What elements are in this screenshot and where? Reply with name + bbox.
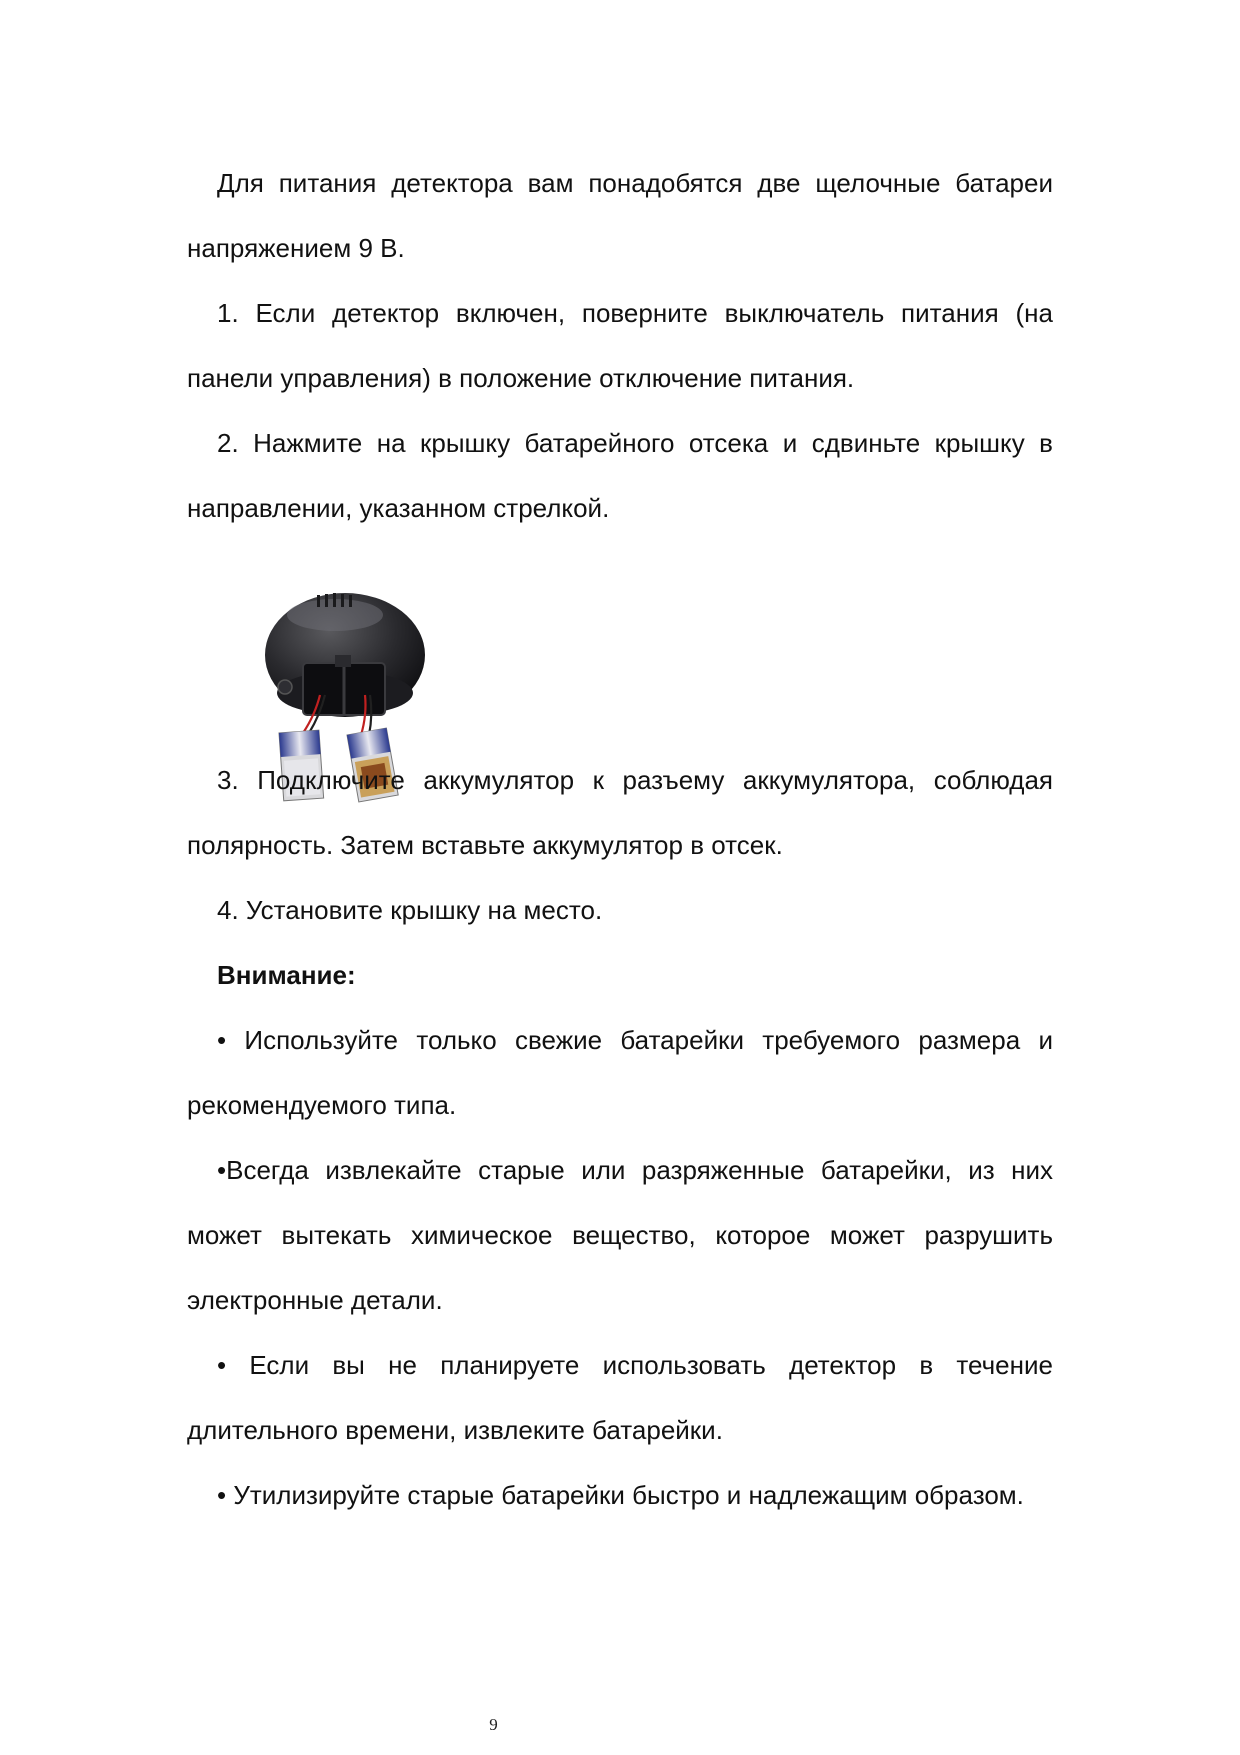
bullet-fresh-batteries: • Используйте только свежие батарейки требуемого размера и рекомендуемого типа. <box>187 1025 1053 1120</box>
bullet-remove-old-batteries: •Всегда извлекайте старые или разряженные батарейки, из них может вытекать химическое вещество, которое может разрушить электронные детали. <box>187 1155 1053 1315</box>
paragraph-step-1: 1. Если детектор включен, поверните выключатель питания (на панели управления) в положение отключение питания. <box>187 298 1053 393</box>
paragraph-step-3: 3. Подключите аккумулятор к разъему аккумулятора, соблюдая полярность. Затем вставьте аккумулятор в отсек. <box>187 765 1053 860</box>
paragraph-step-4: 4. Установите крышку на место. <box>217 895 603 925</box>
paragraph-step-2: 2. Нажмите на крышку батарейного отсека и сдвиньте крышку в направлении, указанном стрелкой. <box>187 428 1053 523</box>
attention-heading: Внимание: <box>217 960 356 990</box>
paragraph-power-intro: Для питания детектора вам понадобятся две щелочные батареи напряжением 9 В. <box>187 168 1053 263</box>
page-number: 9 <box>489 1715 498 1734</box>
bullet-long-storage: • Если вы не планируете использовать детектор в течение длительного времени, извлеките батарейки. <box>187 1350 1053 1445</box>
bullet-dispose: • Утилизируйте старые батарейки быстро и надлежащим образом. <box>217 1480 1024 1510</box>
